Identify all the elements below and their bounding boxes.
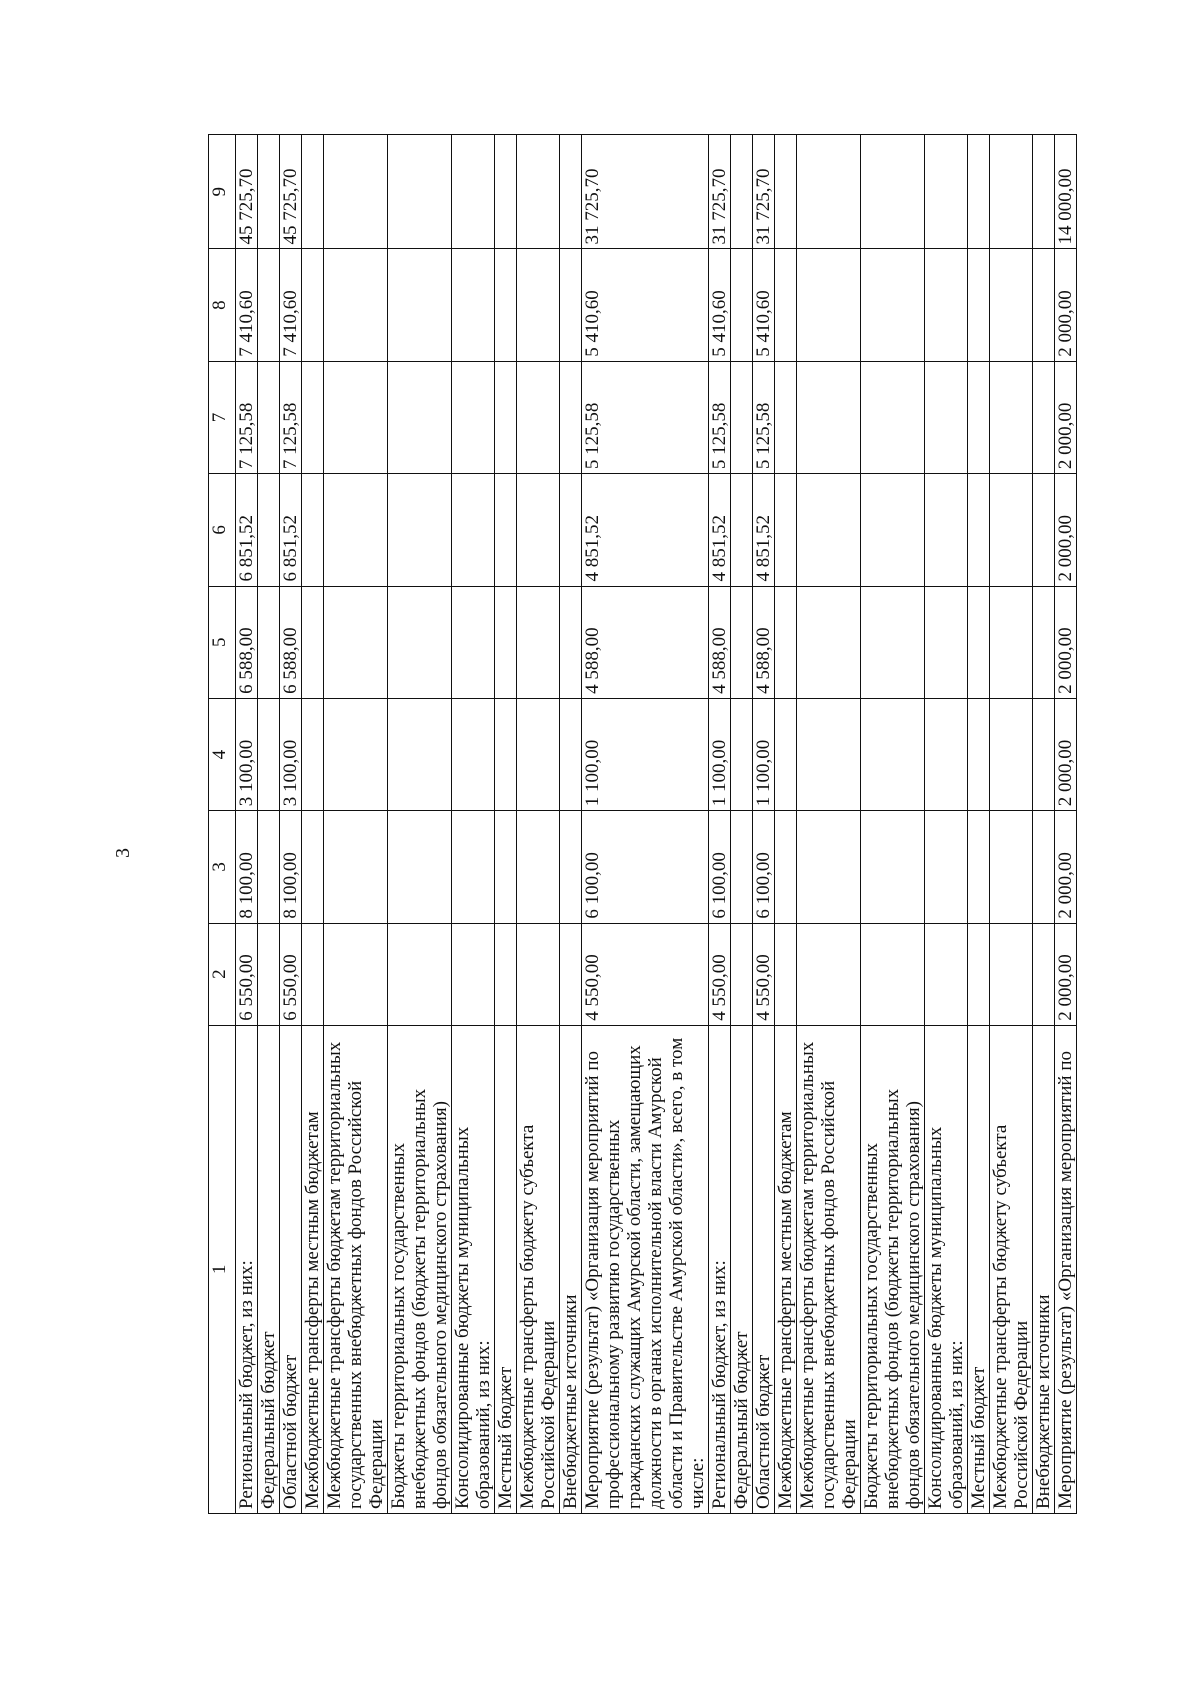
table-cell: 6 851,52 (280, 474, 302, 586)
table-cell (258, 249, 280, 361)
table-cell (1033, 586, 1055, 698)
table-cell: 6 550,00 (236, 923, 258, 1025)
table-cell (861, 586, 925, 698)
table-row (236, 135, 258, 1514)
table-cell (1033, 923, 1055, 1025)
table-cell: 14 000,00 (1055, 135, 1077, 249)
table-cell: 6 588,00 (280, 586, 302, 698)
table-cell (797, 474, 861, 586)
table-cell: 4 851,52 (582, 474, 709, 586)
table-cell: 31 725,70 (753, 135, 775, 249)
table-cell: 6 550,00 (280, 923, 302, 1025)
table-cell (302, 586, 324, 698)
table-row (1033, 135, 1055, 1514)
table-row (925, 135, 968, 1514)
table-row (258, 135, 280, 1514)
table-cell (495, 923, 517, 1025)
table-cell (388, 361, 452, 473)
table-cell: 45 725,70 (280, 135, 302, 249)
table-cell (560, 474, 582, 586)
table-cell (731, 361, 753, 473)
table-cell (495, 698, 517, 810)
column-header: 6 (209, 474, 236, 586)
table-row (968, 135, 990, 1514)
table-cell (258, 698, 280, 810)
table-cell (861, 698, 925, 810)
table-row (388, 135, 452, 1514)
table-cell: 7 125,58 (280, 361, 302, 473)
table-cell (517, 923, 560, 1025)
column-header: 9 (209, 135, 236, 249)
table-cell (861, 811, 925, 923)
table-cell (731, 923, 753, 1025)
column-header: 2 (209, 923, 236, 1025)
table-cell (560, 135, 582, 249)
table-cell (495, 135, 517, 249)
row-label: Внебюджетные источники (560, 1025, 582, 1513)
table-cell (452, 249, 495, 361)
table-cell (495, 361, 517, 473)
table-row (495, 135, 517, 1514)
table-cell: 2 000,00 (1055, 361, 1077, 473)
row-label: Внебюджетные источники (1033, 1025, 1055, 1513)
table-cell: 4 851,52 (753, 474, 775, 586)
table-cell (452, 474, 495, 586)
table-cell (258, 361, 280, 473)
table-cell (388, 698, 452, 810)
page-number: 3 (112, 848, 134, 858)
row-label: Мероприятие (результат) «Организация мероприятий по профессиональному развитию государственных гражданских служащих Амурской области, замещающих должности в органах исполнительной власти Амурской области и Правительстве Амурской области», всего, в том числе: (582, 1025, 709, 1513)
column-header: 3 (209, 811, 236, 923)
table-cell (452, 811, 495, 923)
table-row (775, 135, 797, 1514)
table-cell (560, 923, 582, 1025)
table-cell (560, 586, 582, 698)
table-cell (258, 811, 280, 923)
table-cell: 8 100,00 (236, 811, 258, 923)
table-cell (324, 474, 388, 586)
table-cell: 7 410,60 (280, 249, 302, 361)
table-cell (560, 698, 582, 810)
table-cell: 5 410,60 (582, 249, 709, 361)
table-cell (990, 698, 1033, 810)
row-label: Бюджеты территориальных государственных внебюджетных фондов (бюджеты территориальных фондов обязательного медицинского страхования) (861, 1025, 925, 1513)
table-cell (968, 586, 990, 698)
table-cell (775, 698, 797, 810)
table-cell: 1 100,00 (582, 698, 709, 810)
table-cell: 5 125,58 (582, 361, 709, 473)
table-cell (495, 586, 517, 698)
table-row (560, 135, 582, 1514)
table-cell (388, 923, 452, 1025)
table-cell (560, 811, 582, 923)
table-cell: 6 100,00 (753, 811, 775, 923)
table-cell (452, 135, 495, 249)
table-cell (324, 698, 388, 810)
table-cell (517, 135, 560, 249)
table-cell (968, 135, 990, 249)
table-cell: 4 550,00 (753, 923, 775, 1025)
row-label: Межбюджетные трансферты местным бюджетам (302, 1025, 324, 1513)
row-label: Областной бюджет (753, 1025, 775, 1513)
table-cell (775, 474, 797, 586)
table-cell: 6 100,00 (582, 811, 709, 923)
table-cell (452, 698, 495, 810)
table-cell (775, 135, 797, 249)
row-label: Местный бюджет (968, 1025, 990, 1513)
table-cell (731, 249, 753, 361)
table-cell (925, 361, 968, 473)
table-cell (302, 811, 324, 923)
table-row (753, 135, 775, 1514)
table-cell: 4 588,00 (582, 586, 709, 698)
table-cell (925, 586, 968, 698)
table-cell (797, 698, 861, 810)
table-cell (797, 361, 861, 473)
table-body (236, 135, 1077, 1514)
table-cell (925, 698, 968, 810)
table-cell: 45 725,70 (236, 135, 258, 249)
table-cell (968, 361, 990, 473)
table-cell (861, 923, 925, 1025)
table-cell: 6 851,52 (236, 474, 258, 586)
table-cell (302, 698, 324, 810)
column-header: 1 (209, 1025, 236, 1513)
table-cell (968, 474, 990, 586)
table-cell (302, 249, 324, 361)
table-cell (324, 811, 388, 923)
table-row (731, 135, 753, 1514)
table-cell: 2 000,00 (1055, 474, 1077, 586)
table-cell (388, 811, 452, 923)
table-cell (797, 135, 861, 249)
table-cell: 8 100,00 (280, 811, 302, 923)
table-cell (925, 923, 968, 1025)
table-row (990, 135, 1033, 1514)
table-cell (968, 811, 990, 923)
table-cell (1033, 698, 1055, 810)
table-cell (1033, 811, 1055, 923)
table-cell (302, 923, 324, 1025)
table-cell (452, 586, 495, 698)
table-cell (517, 249, 560, 361)
row-label: Межбюджетные трансферты бюджету субъекта Российской Федерации (990, 1025, 1033, 1513)
row-label: Бюджеты территориальных государственных внебюджетных фондов (бюджеты территориальных фондов обязательного медицинского страхования) (388, 1025, 452, 1513)
table-row (280, 135, 302, 1514)
table-cell (517, 811, 560, 923)
table-cell (452, 923, 495, 1025)
table-cell (324, 923, 388, 1025)
table-cell (388, 474, 452, 586)
table-row (452, 135, 495, 1514)
table-cell (861, 474, 925, 586)
table-cell (775, 923, 797, 1025)
table-cell (517, 586, 560, 698)
budget-table-container (208, 134, 1076, 1514)
table-cell: 2 000,00 (1055, 586, 1077, 698)
table-cell (731, 698, 753, 810)
table-cell (1033, 474, 1055, 586)
row-label: Межбюджетные трансферты бюджетам территориальных государственных внебюджетных фондов Российской Федерации (797, 1025, 861, 1513)
table-row (517, 135, 560, 1514)
table-cell (388, 135, 452, 249)
row-label: Региональный бюджет, из них: (709, 1025, 731, 1513)
table-cell (452, 361, 495, 473)
row-label: Местный бюджет (495, 1025, 517, 1513)
table-cell (324, 249, 388, 361)
table-row (861, 135, 925, 1514)
table-cell (797, 249, 861, 361)
table-cell: 2 000,00 (1055, 698, 1077, 810)
table-cell (775, 249, 797, 361)
table-cell (925, 474, 968, 586)
table-cell (388, 586, 452, 698)
row-label: Консолидированные бюджеты муниципальных образований, из них: (925, 1025, 968, 1513)
row-label: Федеральный бюджет (258, 1025, 280, 1513)
table-cell (517, 474, 560, 586)
table-cell (560, 249, 582, 361)
table-cell (968, 923, 990, 1025)
column-header: 7 (209, 361, 236, 473)
table-cell (925, 135, 968, 249)
table-cell (775, 361, 797, 473)
table-cell: 5 410,60 (709, 249, 731, 361)
table-cell (517, 698, 560, 810)
table-row (1055, 135, 1077, 1514)
table-cell: 6 100,00 (709, 811, 731, 923)
table-cell (990, 586, 1033, 698)
column-header: 8 (209, 249, 236, 361)
table-cell: 7 410,60 (236, 249, 258, 361)
table-cell: 5 410,60 (753, 249, 775, 361)
table-cell (495, 474, 517, 586)
table-cell (968, 698, 990, 810)
table-cell (731, 135, 753, 249)
table-cell: 4 588,00 (753, 586, 775, 698)
row-label: Консолидированные бюджеты муниципальных образований, из них: (452, 1025, 495, 1513)
table-cell (258, 923, 280, 1025)
table-cell: 4 550,00 (582, 923, 709, 1025)
table-cell: 7 125,58 (236, 361, 258, 473)
table-cell: 5 125,58 (709, 361, 731, 473)
table-cell (775, 586, 797, 698)
table-cell (560, 361, 582, 473)
table-cell (731, 586, 753, 698)
table-cell (797, 811, 861, 923)
table-cell: 1 100,00 (709, 698, 731, 810)
table-cell (797, 586, 861, 698)
table-cell (1033, 135, 1055, 249)
table-cell (731, 474, 753, 586)
table-cell: 2 000,00 (1055, 249, 1077, 361)
table-cell (258, 135, 280, 249)
table-cell (517, 361, 560, 473)
table-cell (302, 474, 324, 586)
table-cell: 4 550,00 (709, 923, 731, 1025)
table-cell: 2 000,00 (1055, 811, 1077, 923)
table-cell (990, 135, 1033, 249)
table-cell (990, 811, 1033, 923)
row-label: Мероприятие (результат) «Организация мероприятий по (1055, 1025, 1077, 1513)
table-cell: 5 125,58 (753, 361, 775, 473)
table-cell (861, 361, 925, 473)
table-cell: 31 725,70 (709, 135, 731, 249)
table-cell: 4 588,00 (709, 586, 731, 698)
table-cell (302, 361, 324, 473)
column-header: 4 (209, 698, 236, 810)
header-row (209, 135, 236, 1514)
table-cell (925, 249, 968, 361)
table-cell (925, 811, 968, 923)
table-cell (775, 811, 797, 923)
table-cell (324, 361, 388, 473)
table-cell (302, 135, 324, 249)
row-label: Региональный бюджет, из них: (236, 1025, 258, 1513)
table-cell (1033, 249, 1055, 361)
table-cell (324, 135, 388, 249)
table-cell (731, 811, 753, 923)
table-cell (495, 811, 517, 923)
column-header: 5 (209, 586, 236, 698)
row-label: Межбюджетные трансферты бюджету субъекта Российской Федерации (517, 1025, 560, 1513)
table-cell (1033, 361, 1055, 473)
table-cell (990, 923, 1033, 1025)
row-label: Областной бюджет (280, 1025, 302, 1513)
table-cell: 31 725,70 (582, 135, 709, 249)
row-label: Межбюджетные трансферты местным бюджетам (775, 1025, 797, 1513)
table-cell (258, 474, 280, 586)
row-label: Федеральный бюджет (731, 1025, 753, 1513)
row-label: Межбюджетные трансферты бюджетам территориальных государственных внебюджетных фондов Российской Федерации (324, 1025, 388, 1513)
table-cell: 3 100,00 (236, 698, 258, 810)
table-cell (990, 474, 1033, 586)
table-cell: 4 851,52 (709, 474, 731, 586)
table-cell (797, 923, 861, 1025)
table-cell (968, 249, 990, 361)
table-cell (990, 361, 1033, 473)
table-cell (495, 249, 517, 361)
budget-table (208, 134, 1077, 1514)
table-row (709, 135, 731, 1514)
table-cell (258, 586, 280, 698)
table-cell: 3 100,00 (280, 698, 302, 810)
table-cell (861, 135, 925, 249)
table-row (302, 135, 324, 1514)
table-cell: 1 100,00 (753, 698, 775, 810)
table-row (324, 135, 388, 1514)
table-cell: 2 000,00 (1055, 923, 1077, 1025)
table-cell (388, 249, 452, 361)
table-row (797, 135, 861, 1514)
table-cell (861, 249, 925, 361)
table-cell (990, 249, 1033, 361)
table-cell: 6 588,00 (236, 586, 258, 698)
table-cell (324, 586, 388, 698)
table-row (582, 135, 709, 1514)
